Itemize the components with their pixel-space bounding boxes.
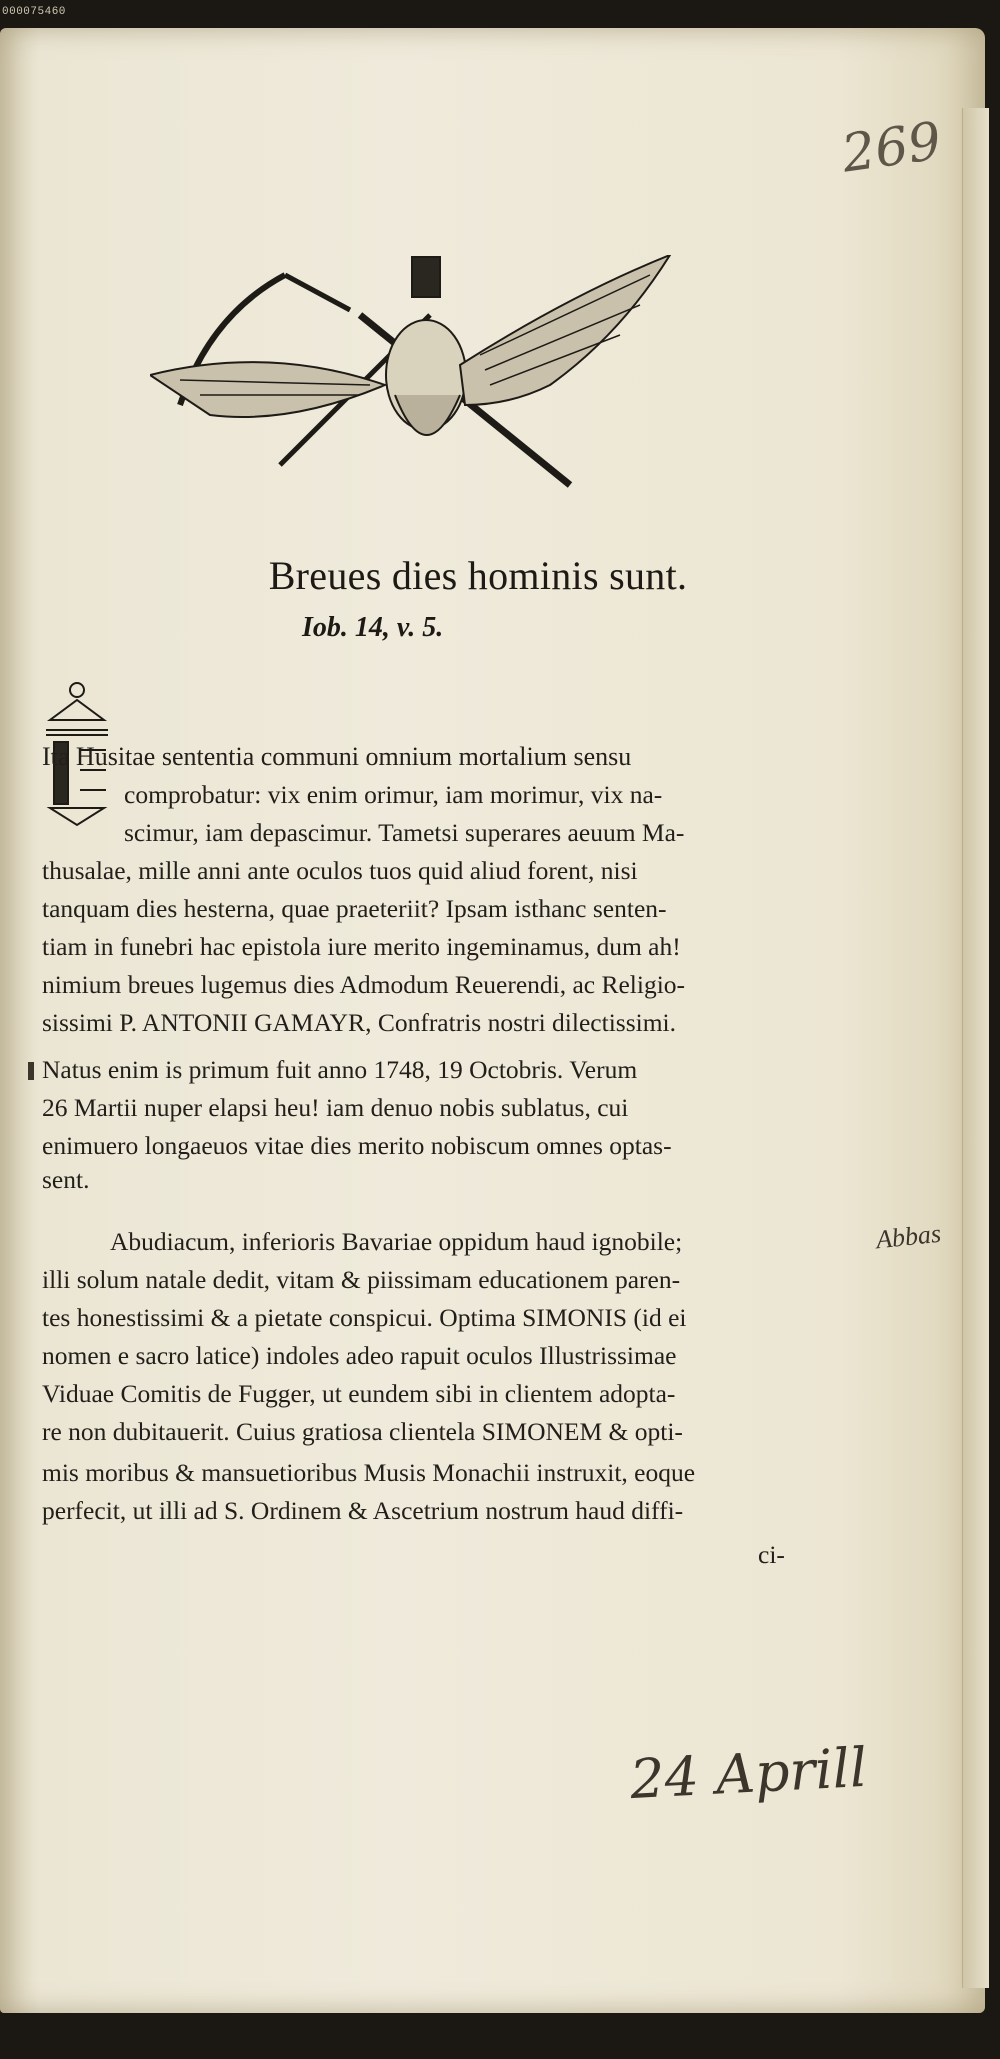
text-line: nimium breues lugemus dies Admodum Reuerendi, ac Religio-: [42, 970, 686, 999]
handwritten-date: 24 Aprill: [628, 1735, 869, 1812]
margin-tick: [28, 1062, 34, 1080]
scripture-reference: Iob. 14, v. 5.: [302, 612, 444, 643]
text-line: enimuero longaeuos vitae dies merito nobiscum omnes optas-: [42, 1131, 672, 1160]
catchword: ci-: [758, 1540, 785, 1569]
text-line: re non dubitauerit. Cuius gratiosa clientela SIMONEM & opti-: [42, 1417, 683, 1446]
text-line: thusalae, mille anni ante oculos tuos quid aliud forent, nisi: [42, 856, 638, 885]
text-line: Viduae Comitis de Fugger, ut eundem sibi in clientem adopta-: [42, 1379, 676, 1408]
text-line: nomen e sacro latice) indoles adeo rapuit oculos Illustrissimae: [42, 1341, 677, 1370]
text-line: tes honestissimi & a pietate conspicui. Optima SIMONIS (id ei: [42, 1303, 687, 1332]
text-line: tiam in funebri hac epistola iure merito ingeminamus, dum ah!: [42, 932, 681, 961]
folio-number: 269: [838, 111, 945, 185]
text-line: 26 Martii nuper elapsi heu! iam denuo nobis sublatus, cui: [42, 1093, 629, 1122]
text-line: Natus enim is primum fuit anno 1748, 19 Octobris. Verum: [42, 1055, 638, 1084]
margin-annotation: Abbas: [874, 1218, 943, 1255]
page-title: Breues dies hominis sunt.: [268, 553, 688, 598]
text-line: scimur, iam depascimur. Tametsi superares aeuum Ma-: [124, 818, 685, 847]
text-line: Abudiacum, inferioris Bavariae oppidum haud ignobile;: [110, 1227, 683, 1256]
text-line: perfecit, ut illi ad S. Ordinem & Ascetrium nostrum haud diffi-: [42, 1496, 684, 1525]
text-line: illi solum natale dedit, vitam & piissimam educationem paren-: [42, 1265, 681, 1294]
text-line: sissimi P. ANTONII GAMAYR, Confratris nostri dilectissimi.: [42, 1008, 677, 1037]
text-line: comprobatur: vix enim orimur, iam morimur, vix na-: [124, 780, 663, 809]
page-edge: [962, 108, 989, 1988]
text-line: Ita Husitae sententia communi omnium mortalium sensu: [42, 742, 632, 771]
scan-id: 000075460: [2, 6, 66, 18]
text-line: tanquam dies hesterna, quae praeteriit? Ipsam isthanc senten-: [42, 894, 667, 923]
text-line: sent.: [42, 1165, 90, 1194]
winged-head-emblem: [150, 255, 680, 500]
text-line: mis moribus & mansuetioribus Musis Monachii instruxit, eoque: [42, 1458, 696, 1487]
